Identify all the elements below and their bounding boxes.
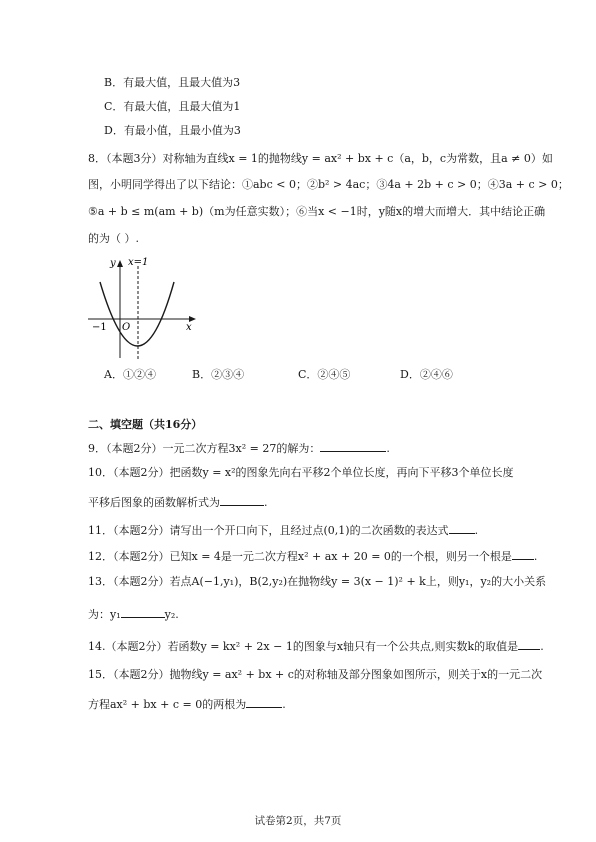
q10-line-2 xyxy=(88,494,268,510)
q8-line-4: 的为（ ）. xyxy=(88,232,139,245)
q15-line-2 xyxy=(88,696,286,712)
q13-line-2-a: 为：y₁ xyxy=(88,608,121,621)
q11-text: 11．（本题2分）请写出一个开口向下，且经过点(0,1)的二次函数的表达式 xyxy=(88,524,449,537)
q8-choice-b: B．②③④ xyxy=(192,368,245,381)
q13-line-2 xyxy=(88,606,179,622)
q8-line-3: ⑤a + b ≤ m(am + b)（m为任意实数）；⑥当x < −1时，y随x的增大而增大．其中结论正确 xyxy=(88,205,546,218)
q11-end: . xyxy=(474,524,479,537)
q11 xyxy=(88,522,478,538)
parabola-curve xyxy=(100,282,174,346)
q12-answer-blank[interactable] xyxy=(512,548,534,560)
q14-answer-blank[interactable] xyxy=(518,638,540,650)
q15-answer-blank[interactable] xyxy=(246,696,282,708)
x-label: x xyxy=(186,322,192,333)
origin-label: O xyxy=(122,322,131,333)
q11-answer-blank[interactable] xyxy=(449,522,475,534)
symmetry-label: x=1 xyxy=(128,257,149,268)
q9-end: . xyxy=(386,442,390,455)
q8-choice-c: C．②④⑤ xyxy=(298,368,351,381)
q8-choice-d: D．②④⑥ xyxy=(400,368,453,381)
q7-option-d: D．有最小值，且最小值为3 xyxy=(104,124,241,137)
q14-text: 14.（本题2分）若函数y = kx² + 2x − 1的图象与x轴只有一个公共点,则实数k的取值是 xyxy=(88,640,519,653)
y-axis-arrow xyxy=(117,260,123,267)
q12 xyxy=(88,548,537,564)
section-2-title: 二、填空题（共16分） xyxy=(88,418,203,431)
page-footer: 试卷第2页，共7页 xyxy=(254,815,342,827)
q10-line-1: 10．（本题2分）把函数y = x²的图象先向右平移2个单位长度，再向下平移3个单位长度 xyxy=(88,466,514,479)
q13-line-2-b: y₂. xyxy=(164,608,179,621)
q9 xyxy=(88,440,390,456)
q13-line-1: 13．（本题2分）若点A(−1,y₁)，B(2,y₂)在抛物线y = 3(x − 1)² + k上，则y₁，y₂的大小关系 xyxy=(88,575,547,588)
q9-answer-blank[interactable] xyxy=(320,440,386,452)
q9-text: 9．（本题2分）一元二次方程3x² = 27的解为： xyxy=(88,442,321,455)
q8-parabola-graph xyxy=(86,252,198,362)
q10-answer-blank[interactable] xyxy=(220,494,264,506)
q14-end: . xyxy=(540,640,544,653)
q7-option-b: B．有最大值，且最大值为3 xyxy=(104,76,241,89)
q8-choice-a: A．①②④ xyxy=(104,368,156,381)
q10-line-2-text: 平移后图象的函数解析式为 xyxy=(88,496,220,509)
q15-line-1: 15．（本题2分）抛物线y = ax² + bx + c的对称轴及部分图象如图所示，则关于x的一元二次 xyxy=(88,668,543,681)
q10-end: . xyxy=(264,496,268,509)
q15-end: . xyxy=(282,698,286,711)
q8-line-1: 8．（本题3分）对称轴为直线x = 1的抛物线y = ax² + bx + c（a，b，c为常数，且a ≠ 0）如 xyxy=(88,152,553,165)
q12-end: . xyxy=(533,550,538,563)
neg-one-label: −1 xyxy=(92,322,107,333)
q14 xyxy=(88,638,544,654)
q7-option-c: C．有最大值，且最大值为1 xyxy=(104,100,241,113)
y-label: y xyxy=(110,258,116,269)
q8-line-2: 图，小明同学得出了以下结论：①abc < 0；②b² > 4ac；③4a + 2b + c > 0；④3a + c > 0； xyxy=(88,178,569,191)
q15-line-2-text: 方程ax² + bx + c = 0的两根为 xyxy=(88,698,247,711)
q12-text: 12．（本题2分）已知x = 4是一元二次方程x² + ax + 20 = 0的一个根，则另一个根是 xyxy=(88,550,512,563)
q13-answer-blank[interactable] xyxy=(121,606,165,618)
